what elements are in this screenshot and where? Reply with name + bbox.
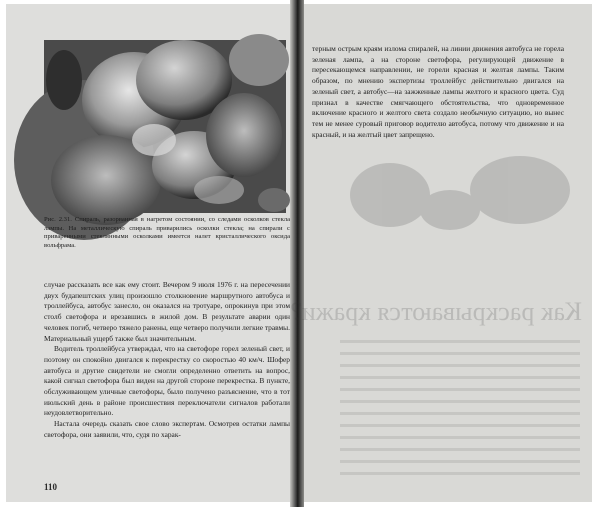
right-page-body [312, 44, 564, 140]
paragraph: Водитель троллейбуса утверждал, что на светофоре горел зеленый свет, и поэтому он спокойно двигался к перекрестку со скоростью 40 км/ч. Шофер автобуса и другие свидетели не смогли определенно ответить на вопрос, какой сигнал светофора был виден на другой стороне перекрестка. В пункте, обслуживающем уличные светофоры, было получено разъяснение, что в тот июльский день в районе происшествия переключатели сигналов работали неудовлетворительно. [44, 344, 290, 418]
left-page-body [44, 280, 290, 441]
paragraph: случае рассказать все как ему стоит. Вечером 9 июля 1976 г. на пересечении двух будапештских улиц произошло столкновение маршрутного автобуса и троллейбуса, автобус занесло, он оказался на тротуаре, опрокинув при этом столб светофора и врезавшись в жилой дом. В результате аварии один человек погиб, четверо тяжело ранены, еще четверо получили легкие травмы. Материальный ущерб также был значительным. [44, 280, 290, 343]
bleed-through-graphic [290, 150, 592, 502]
paragraph: терным острым краям излома спиралей, на линии движения автобуса не горела зеленая лампа, а на стороне светофора, регулирующей движение в пересекающемся направлении, не горели красная и желтая лампы. Таким образом, по мнению экспертизы троллейбус действительно двигался на зеленый свет, а автобус—на зажженные лампы желтого и красного цвета. Суд признал в качестве смягчающего обстоятельства, что одновременное включение красного и желтого света создало необычную ситуацию, но вынес тем не менее суровый приговор водителю автобуса, потому что движение и на красный, и на желтый цвет запрещено. [312, 44, 564, 139]
page-number: 110 [44, 482, 58, 492]
bleed-through-reverse-page [290, 150, 592, 502]
figure-photo-spiral [44, 40, 286, 213]
book-gutter [290, 0, 304, 507]
bleed-through-heading: Как раскрываются кражи? [290, 297, 582, 326]
paragraph: Настала очередь сказать свое слово экспертам. Осмотрев остатки лампы светофора, они заявили, что, судя по харак- [44, 419, 290, 439]
spiral-photo-illustration [44, 40, 286, 213]
figure-caption: Рис. 2.31. Спираль, разорванная в нагретом состоянии, со следами осколков стекла лампы. На металлическую спираль приварились осколки стекла; на спирали с приваренными стеклянными осколками имеется налет кристаллического оксида вольфрама. [44, 216, 290, 249]
